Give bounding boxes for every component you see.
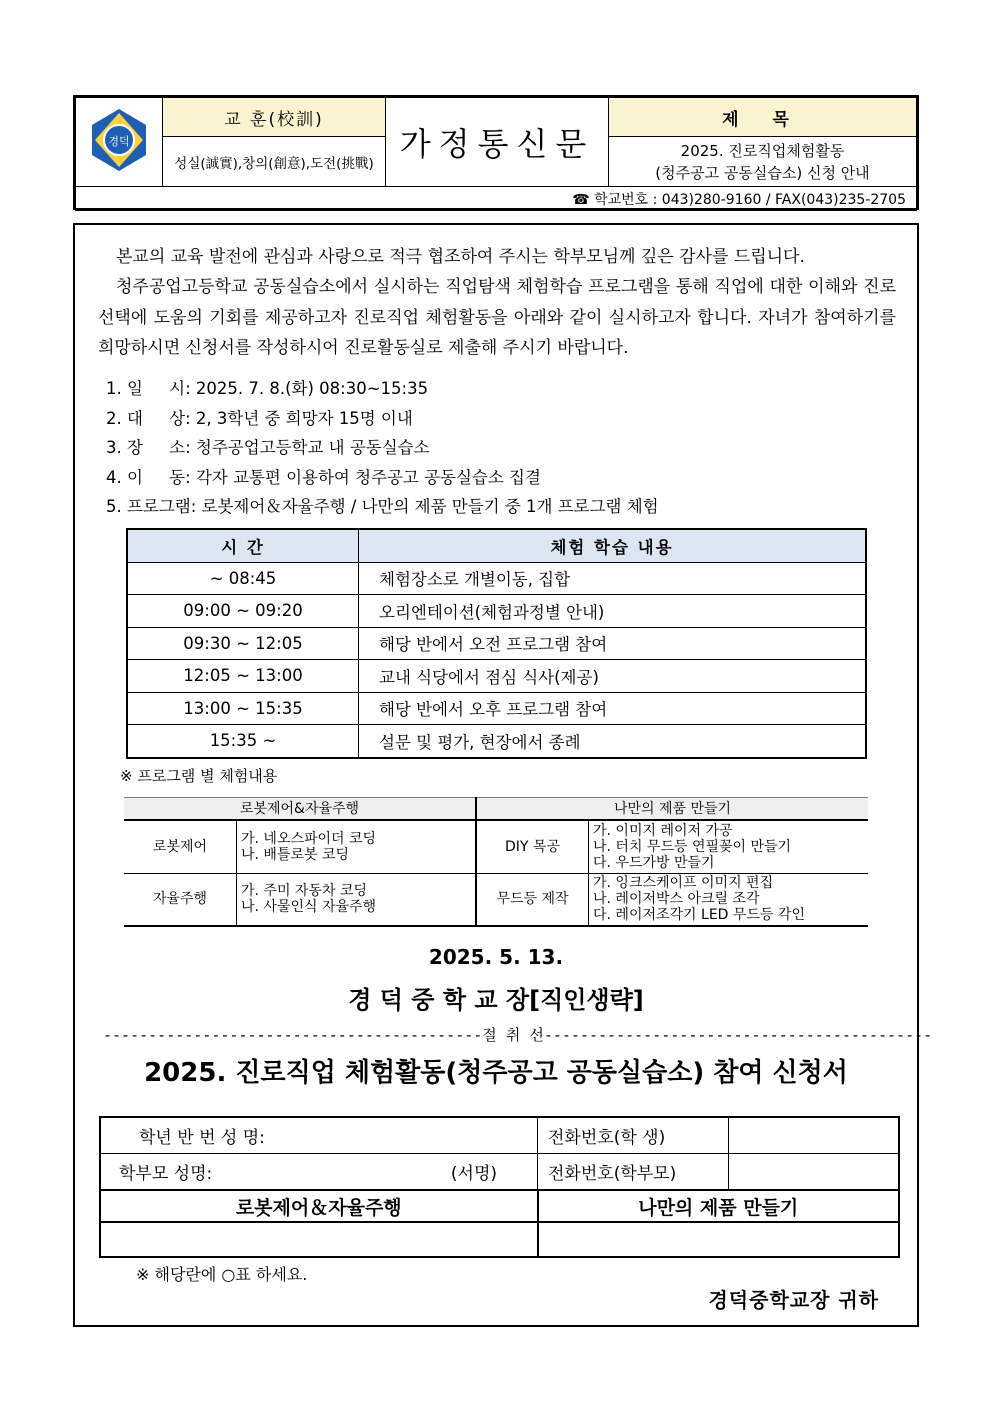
- option-robot-heading: 로봇제어＆자율주행: [100, 1190, 538, 1222]
- principal-signature: 경 덕 중 학 교 장[직인생략]: [348, 986, 644, 1014]
- program-table: [124, 797, 868, 927]
- table-row: [127, 562, 866, 595]
- program-detail-line: 다. 레이저조각기 LED 무드등 각인: [593, 907, 805, 924]
- schedule-content: 해당 반에서 오후 프로그램 참여: [359, 692, 867, 725]
- schedule-time: 15:35 ~: [127, 725, 359, 758]
- program-detail-line: 가. 주미 자동차 코딩: [241, 883, 367, 900]
- intro-paragraph-2: 청주공업고등학교 공동실습소에서 실시하는 직업탐색 체험학습 프로그램을 통해 직업에 대한 이해와 진로 선택에 도움의 기회를 제공하고자 진로직업 체험활동을 아래와 같이 실시하고자 합니다. 자녀가 참여하기를 희망하시면 신청서를 작성하시어 진로활동실로 제출해 주시기 바랍니다.: [98, 277, 896, 358]
- application-form: [99, 1116, 900, 1258]
- schedule-content: 교내 식당에서 점심 식사(제공): [359, 660, 867, 693]
- schedule-time: 09:00 ~ 09:20: [127, 595, 359, 628]
- cut-line: ------------------------------------------절 취 선-------------------------------------------: [103, 1026, 933, 1044]
- school-logo: [76, 98, 163, 187]
- schedule-header-content: 체험 학습 내용: [359, 529, 867, 562]
- schedule-time: 13:00 ~ 15:35: [127, 692, 359, 725]
- list-item: 1. 일 시: 2025. 7. 8.(화) 08:30~15:35: [106, 379, 429, 398]
- form-note: ※ 해당란에 ○표 하세요.: [136, 1265, 308, 1284]
- list-item: 4. 이 동: 각자 교통편 이용하여 청주공고 공동실습소 집결: [106, 467, 541, 487]
- program-detail: [589, 820, 869, 873]
- schedule-content: 설문 및 평가, 현장에서 종례: [359, 725, 867, 758]
- program-detail-line: 가. 잉크스케이프 이미지 편집: [593, 875, 774, 892]
- option-product-heading: 나만의 제품 만들기: [538, 1190, 900, 1222]
- subject-heading: 제 목: [609, 98, 917, 137]
- student-name-field[interactable]: 학년 반 번 성 명:: [100, 1117, 538, 1154]
- program-detail: [237, 873, 477, 926]
- parent-phone-label: 전화번호(학부모): [538, 1154, 729, 1191]
- program-detail: [589, 873, 869, 926]
- list-item: 5. 프로그램: 로봇제어＆자율주행 / 나만의 제품 만들기 중 1개 프로그램 체험: [106, 497, 659, 516]
- program-right-heading: 나만의 제품 만들기: [476, 798, 868, 821]
- schedule-table: [126, 528, 867, 759]
- header-box: [73, 95, 919, 210]
- parent-sign-label: (서명): [450, 1164, 497, 1184]
- program-detail-line: 가. 이미지 레이저 가공: [593, 822, 733, 839]
- program-detail-line: 가. 네오스파이더 코딩: [241, 830, 377, 847]
- program-detail-line: 나. 배틀로봇 코딩: [241, 846, 350, 863]
- parent-phone-field[interactable]: [729, 1154, 900, 1191]
- addressee: 경덕중학교장 귀하: [708, 1288, 879, 1312]
- logo-text: 경덕: [108, 135, 130, 148]
- cut-label: 절 취 선: [482, 1026, 544, 1044]
- student-phone-field[interactable]: [729, 1117, 900, 1154]
- schedule-content: 해당 반에서 오전 프로그램 참여: [359, 627, 867, 660]
- program-detail-line: 나. 사물인식 자율주행: [241, 899, 377, 916]
- program-category: 로봇제어: [124, 820, 237, 873]
- program-detail-line: 다. 우드가방 만들기: [593, 854, 715, 871]
- subject-text: [609, 137, 917, 187]
- form-title: 2025. 진로직업 체험활동(청주공고 공동실습소) 참여 신청서: [144, 1058, 848, 1088]
- list-item: 3. 장 소: 청주공업고등학교 내 공동실습소: [106, 438, 430, 457]
- schedule-time: 09:30 ~ 12:05: [127, 627, 359, 660]
- intro-paragraph-1: 본교의 교육 발전에 관심과 사랑으로 적극 협조하여 주시는 학부모님께 깊은 감사를 드립니다.: [116, 247, 805, 267]
- option-product-checkbox[interactable]: [538, 1222, 900, 1257]
- doc-title: 가정통신문: [386, 98, 609, 187]
- program-left-heading: 로봇제어&자율주행: [124, 798, 476, 821]
- phone-info: ☎ 학교번호 : 043)280-9160 / FAX(043)235-2705: [76, 187, 917, 211]
- subject-line-1: 2025. 진로직업체험활동: [680, 141, 845, 160]
- logo-icon: [88, 107, 150, 173]
- table-row: [127, 725, 866, 758]
- parent-name-field[interactable]: [100, 1154, 538, 1191]
- table-row: [124, 873, 868, 926]
- program-detail-line: 나. 터치 무드등 연필꽂이 만들기: [593, 838, 792, 855]
- schedule-content: 체험장소로 개별이동, 집합: [359, 562, 867, 595]
- program-category: 무드등 제작: [476, 873, 589, 926]
- parent-name-label: 학부모 성명:: [119, 1164, 213, 1184]
- info-list: [106, 374, 659, 522]
- table-row: [127, 627, 866, 660]
- list-item: 2. 대 상: 2, 3학년 중 희망자 15명 이내: [106, 408, 413, 428]
- program-detail: [237, 820, 477, 873]
- table-row: [124, 820, 868, 873]
- program-category: 자율주행: [124, 873, 237, 926]
- program-note: ※ 프로그램 별 체험내용: [120, 767, 278, 785]
- option-robot-checkbox[interactable]: [100, 1222, 538, 1257]
- schedule-time: ~ 08:45: [127, 562, 359, 595]
- schedule-content: 오리엔테이션(체험과정별 안내): [359, 595, 867, 628]
- issue-date: 2025. 5. 13.: [428, 945, 564, 969]
- schedule-header-time: 시 간: [127, 529, 359, 562]
- schedule-time: 12:05 ~ 13:00: [127, 660, 359, 693]
- program-detail-line: 나. 레이저박스 아크릴 조각: [593, 891, 760, 908]
- table-row: [127, 692, 866, 725]
- program-category: DIY 목공: [476, 820, 589, 873]
- motto-heading: 교 훈(校訓): [163, 98, 386, 137]
- subject-line-2: (청주공고 공동실습소) 신청 안내: [655, 163, 870, 182]
- table-row: [127, 660, 866, 693]
- student-phone-label: 전화번호(학 생): [538, 1117, 729, 1154]
- motto-text: 성실(誠實),창의(創意),도전(挑戰): [163, 137, 386, 187]
- table-row: [127, 595, 866, 628]
